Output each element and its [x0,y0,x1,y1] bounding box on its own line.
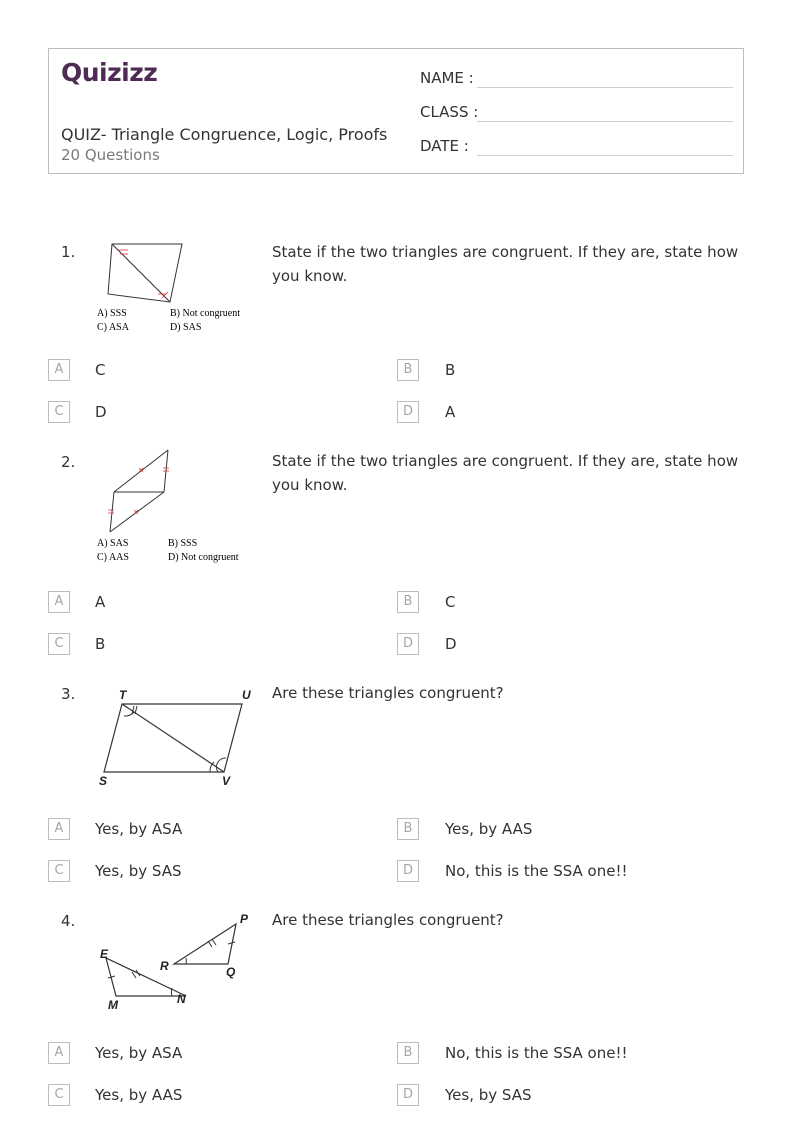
option-a-box[interactable]: A [48,818,70,840]
option-d-text[interactable]: A [445,403,456,421]
worksheet-header [48,48,744,174]
option-a-box[interactable]: A [48,1042,70,1064]
name-line[interactable] [477,87,733,88]
question-text: State if the two triangles are congruent. If they are, state how you know. [272,452,739,494]
question-4-figure [94,908,264,1014]
quizizz-logo: Quizizz [61,58,158,87]
question-text: State if the two triangles are congruent. If they are, state how you know. [272,243,739,285]
option-a-text[interactable]: C [95,361,106,379]
option-b-text[interactable]: No, this is the SSA one!! [445,1044,628,1062]
option-d-box[interactable]: D [397,401,419,423]
figure-choice: B) Not congruent [170,308,240,319]
class-label: CLASS : [420,103,479,121]
vertex-label: R [160,959,169,973]
figure-choice: B) SSS [168,538,198,549]
figure-choice: C) ASA [97,322,129,333]
question-text: Are these triangles congruent? [272,911,504,929]
question-number: 4. [61,912,76,930]
option-b-text[interactable]: C [445,593,456,611]
question-text: Are these triangles congruent? [272,684,504,702]
name-label: NAME : [420,69,474,87]
vertex-label: S [99,774,108,788]
vertex-label: U [242,688,251,702]
option-d-text[interactable]: No, this is the SSA one!! [445,862,628,880]
option-d-text[interactable]: Yes, by SAS [445,1086,532,1104]
option-a-box[interactable]: A [48,591,70,613]
option-b-box[interactable]: B [397,818,419,840]
option-a-box[interactable]: A [48,359,70,381]
option-b-box[interactable]: B [397,1042,419,1064]
question-1-figure [94,236,259,336]
vertex-label: V [222,774,231,788]
name-field [420,69,474,87]
option-a-text[interactable]: Yes, by ASA [95,820,183,838]
date-field [420,137,469,155]
question-3-figure [94,684,264,792]
question-count: 20 Questions [61,146,160,164]
vertex-label: P [240,912,249,926]
option-c-text[interactable]: D [95,403,107,421]
option-b-box[interactable]: B [397,591,419,613]
figure-choice: D) Not congruent [168,552,239,563]
option-c-box[interactable]: C [48,633,70,655]
option-d-box[interactable]: D [397,860,419,882]
vertex-label: N [177,992,186,1006]
option-d-box[interactable]: D [397,633,419,655]
option-c-box[interactable]: C [48,401,70,423]
date-line[interactable] [477,155,733,156]
option-c-box[interactable]: C [48,1084,70,1106]
figure-choice: A) SSS [97,308,127,319]
quiz-title: QUIZ- Triangle Congruence, Logic, Proofs [61,125,388,144]
option-a-text[interactable]: A [95,593,106,611]
question-2-figure [94,446,259,566]
option-c-text[interactable]: Yes, by SAS [95,862,182,880]
figure-choice: C) AAS [97,552,129,563]
figure-choice: D) SAS [170,322,202,333]
option-b-box[interactable]: B [397,359,419,381]
question-number: 1. [61,243,76,261]
date-label: DATE : [420,137,469,155]
question-number: 3. [61,685,76,703]
option-d-text[interactable]: D [445,635,457,653]
class-line[interactable] [477,121,733,122]
option-b-text[interactable]: B [445,361,456,379]
option-d-box[interactable]: D [397,1084,419,1106]
figure-choice: A) SAS [97,538,129,549]
vertex-label: Q [226,965,236,979]
vertex-label: T [119,688,127,702]
question-number: 2. [61,453,76,471]
option-c-text[interactable]: Yes, by AAS [95,1086,183,1104]
option-c-text[interactable]: B [95,635,106,653]
option-a-text[interactable]: Yes, by ASA [95,1044,183,1062]
vertex-label: M [108,998,118,1012]
option-c-box[interactable]: C [48,860,70,882]
class-field [420,103,478,121]
vertex-label: E [100,947,109,961]
option-b-text[interactable]: Yes, by AAS [445,820,533,838]
